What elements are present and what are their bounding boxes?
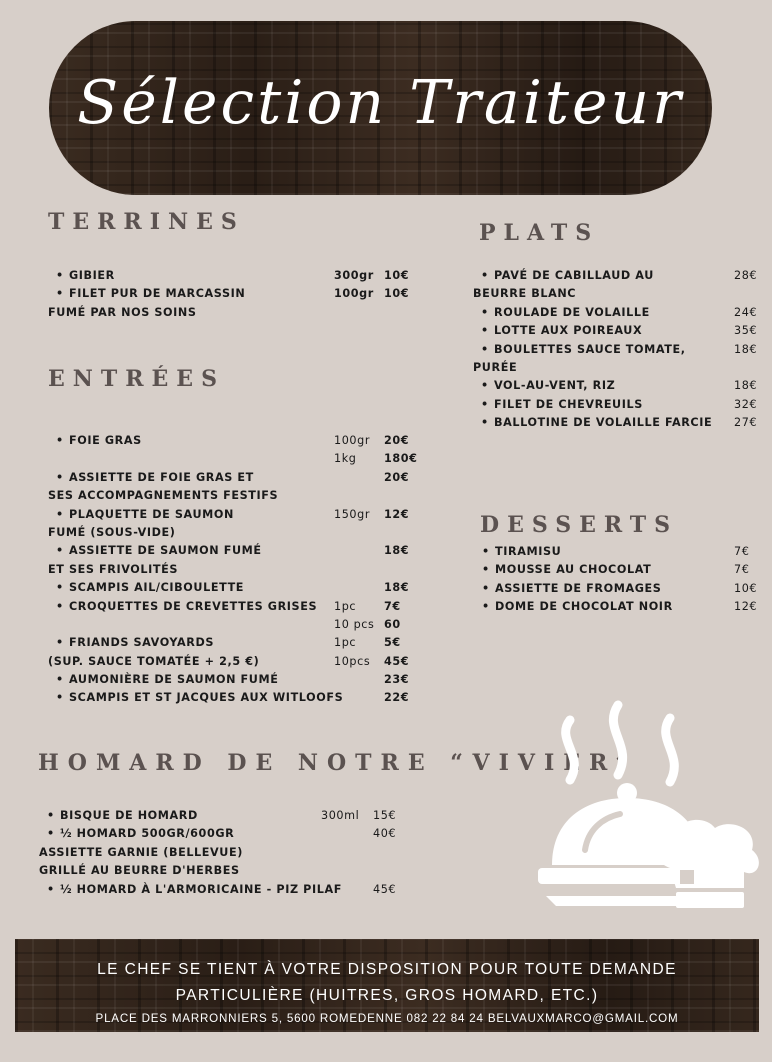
item-price: 7€ [734,545,750,558]
item-price: 180€ [384,452,418,466]
plats-item [494,343,764,361]
homard-item [39,864,440,882]
item-quantity: 1kg [334,452,357,466]
item-label: • ½ HOMARD 500GR/600GR [60,827,234,840]
item-label: PURÉE [473,360,518,374]
entrees-item [69,581,449,599]
footer-text-line1: LE CHEF SE TIENT À VOTRE DISPOSITION POUR TOUTE DEMANDE [97,961,677,978]
entrees-item [69,673,449,691]
item-label: • MOUSSE AU CHOCOLAT [495,563,651,576]
plats-item [494,269,764,287]
item-price: 18€ [384,544,410,558]
item-label: • FOIE GRAS [69,434,142,447]
plats-item [494,324,764,342]
section-heading-homard: HOMARD DE NOTRE “VIVIER” [38,750,638,776]
item-price: 24€ [734,305,758,319]
entrees-list [48,434,449,710]
homard-item [60,809,440,827]
item-price: 18€ [384,581,410,595]
item-label: • BALLOTINE DE VOLAILLE FARCIE [494,416,712,429]
item-price: 12€ [734,600,758,614]
item-label: • BISQUE DE HOMARD [60,809,198,822]
chef-cloche-icon [530,700,765,915]
terrines-item [69,269,449,287]
item-label: FUMÉ (SOUS-VIDE) [48,525,176,539]
item-label: • GIBIER [69,269,115,282]
desserts-list [495,545,765,619]
item-label: FUMÉ PAR NOS SOINS [48,305,197,319]
terrines-item [48,305,449,324]
item-price: 10€ [384,269,410,282]
entrees-item [69,618,449,636]
item-label: GRILLÉ AU BEURRE D'HERBES [39,864,240,878]
item-price: 35€ [734,324,758,338]
item-price: 20€ [384,434,410,447]
item-quantity: 1pc [334,599,357,613]
entrees-item [48,562,449,581]
entrees-item [69,544,449,562]
item-label: • LOTTE AUX POIREAUX [494,324,642,337]
item-label: • BOULETTES SAUCE TOMATE, [494,343,686,356]
item-price: 7€ [384,599,401,613]
item-label: • ROULADE DE VOLAILLE [494,306,650,319]
item-label: • DOME DE CHOCOLAT NOIR [495,600,673,613]
section-heading-plats: PLATS [479,220,600,246]
plats-list [473,269,764,435]
item-label: ASSIETTE GARNIE (BELLEVUE) [39,845,243,859]
item-price: 45€ [384,654,410,668]
plats-item [494,398,764,416]
entrees-item [69,691,449,709]
item-label: SES ACCOMPAGNEMENTS FESTIFS [48,489,279,503]
plats-item [494,416,764,434]
item-label: • SCAMPIS ET ST JACQUES AUX WITLOOFS [69,691,343,704]
desserts-item [495,545,765,563]
terrines-item [69,287,449,305]
item-label: • FILET PUR DE MARCASSIN [69,287,245,300]
desserts-item [495,582,765,600]
item-label: • TIRAMISU [495,545,561,558]
item-label: • FILET DE CHEVREUILS [494,398,643,411]
item-label: • CROQUETTES DE CREVETTES GRISES [69,600,317,613]
item-quantity: 1pc [334,636,357,650]
item-price: 45€ [373,882,397,896]
entrees-item [69,471,449,489]
item-price: 60 [384,617,401,631]
item-quantity: 100gr [334,287,374,301]
plats-item [494,379,764,397]
item-label: • AUMONIÈRE DE SAUMON FUMÉ [69,673,278,686]
entrees-item [48,489,449,507]
item-label: • ½ HOMARD À L'ARMORICAINE - PIZ PILAF [60,883,342,896]
title-banner [49,21,712,195]
homard-item [39,845,440,864]
item-label: • ASSIETTE DE FROMAGES [495,582,661,595]
footer-contact: PLACE DES MARRONNIERS 5, 5600 ROMEDENNE 082 22 84 24 BELVAUXMARCO@GMAIL.COM [95,1012,679,1025]
homard-item [60,883,440,901]
item-price: 10€ [384,287,410,301]
footer-banner [15,939,759,1032]
item-price: 7€ [734,563,750,577]
plats-item [494,306,764,324]
item-price: 28€ [734,269,758,282]
item-label: (SUP. SAUCE TOMATÉE + 2,5 €) [48,654,260,668]
item-label: • ASSIETTE DE FOIE GRAS ET [69,471,254,484]
entrees-item [48,525,449,544]
terrines-list [48,269,449,324]
item-label: ET SES FRIVOLITÉS [48,562,179,576]
plats-item [473,287,764,305]
item-price: 12€ [384,507,410,521]
section-heading-desserts: DESSERTS [480,512,679,538]
item-quantity: 150gr [334,507,371,521]
entrees-item [69,636,449,654]
plats-item [473,360,764,379]
item-price: 5€ [384,636,401,650]
item-price: 18€ [734,379,758,393]
item-label: • PAVÉ DE CABILLAUD AU [494,269,654,282]
desserts-item [495,600,765,618]
entrees-item [69,508,449,526]
item-quantity: 100gr [334,434,371,447]
homard-list [39,809,440,901]
desserts-item [495,563,765,581]
item-quantity: 10pcs [334,654,371,668]
homard-item [60,827,440,845]
item-price: 22€ [384,691,410,705]
footer-text-line2: PARTICULIÈRE (HUITRES, GROS HOMARD, ETC.) [175,987,599,1004]
item-price: 20€ [384,470,410,484]
item-label: • PLAQUETTE DE SAUMON [69,508,234,521]
item-quantity: 300ml [321,809,360,822]
item-quantity: 300gr [334,269,374,282]
page-title: Sélection Traiteur [77,68,684,138]
item-price: 40€ [373,827,397,841]
item-label: • ASSIETTE DE SAUMON FUMÉ [69,544,262,557]
item-label: • VOL-AU-VENT, RIZ [494,379,615,392]
item-label: • SCAMPIS AIL/CIBOULETTE [69,581,244,594]
item-price: 15€ [373,809,397,822]
item-label: BEURRE BLANC [473,287,577,301]
entrees-item [69,434,449,452]
entrees-item [69,600,449,618]
item-price: 23€ [384,673,410,687]
item-label: • FRIANDS SAVOYARDS [69,636,214,649]
item-price: 10€ [734,581,758,595]
section-heading-terrines: TERRINES [48,209,245,235]
item-quantity: 10 pcs [334,617,375,631]
section-heading-entrees: ENTRÉES [48,366,225,392]
entrees-item [48,654,449,673]
item-price: 32€ [734,397,758,411]
item-price: 27€ [734,416,758,430]
entrees-item [69,452,449,470]
item-price: 18€ [734,342,758,356]
